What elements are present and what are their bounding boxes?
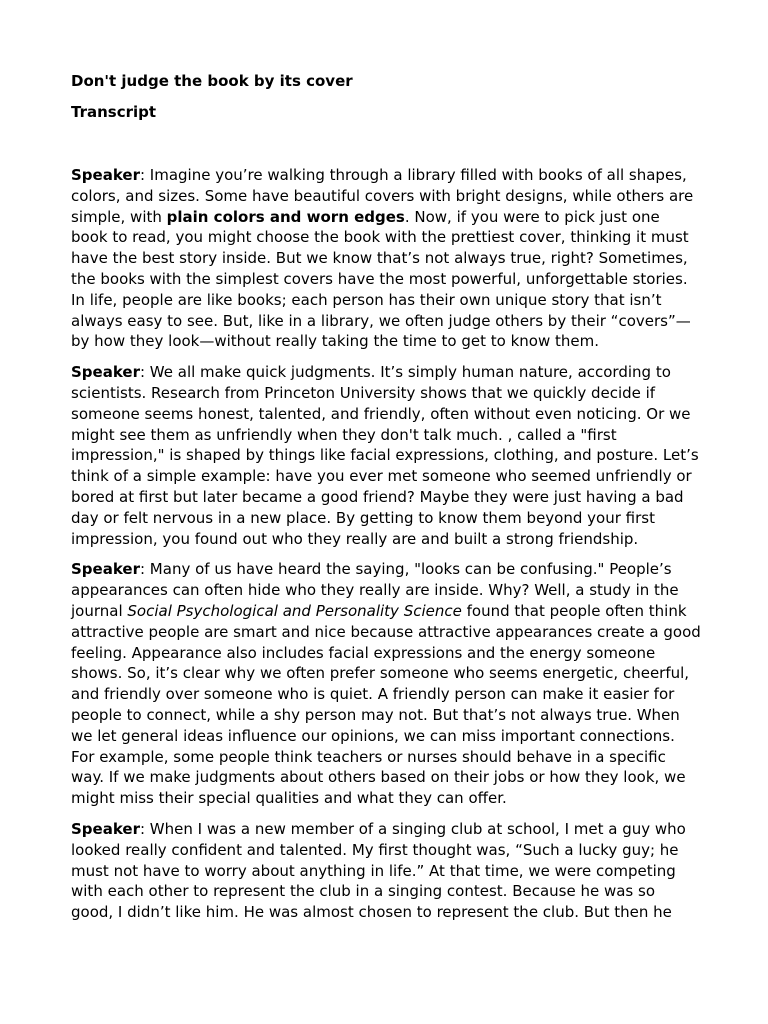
paragraph-text: . Now, if you were to pick just one book to read, you might choose the book with the prettiest cover, thinking it must have the best story inside. But we know that’s not always true, right? Sometimes, the books with the simplest covers have the most powerful, unforgettable stories. In life, people are like books; each person has their own unique story that isn’t always easy to see. But, like in a library, we often judge others by their “covers”—by how they look—without really taking the time to get to know them.	[71, 207, 691, 351]
speaker-label: Speaker	[71, 560, 140, 579]
emphasis-bold: plain colors and worn edges	[166, 207, 405, 226]
paragraph-text: : When I was a new member of a singing club at school, I met a guy who looked really confident and talented. My first thought was, “Such a lucky guy; he must not have to worry about anything in life.” At that time, we were competing with each other to represent the club in a singing contest. Because he was so good, I didn’t like him. He was almost chosen to represent the club. But then he	[71, 819, 686, 922]
transcript-paragraph-4	[71, 819, 701, 923]
paragraph-text: : Imagine you’re walking through a library filled with books of all shapes, colors, and sizes. Some have beautiful covers with bright designs, while others are simple, with	[71, 166, 694, 226]
transcript-paragraph-3	[71, 559, 701, 809]
speaker-label: Speaker	[71, 819, 140, 838]
document-title: Don't judge the book by its cover	[71, 72, 353, 90]
journal-title-italic: Social Psychological and Personality Science	[127, 601, 462, 620]
speaker-label: Speaker	[71, 166, 140, 184]
paragraph-text: found that people often think attractive people are smart and nice because attractive appearances create a good feeling. Appearance also includes facial expressions and the energy someone shows. So, it’s clear why we often prefer someone who seems energetic, cheerful, and friendly over someone who is quiet. A friendly person can make it easier for people to connect, while a shy person may not. But that’s not always true. When we let general ideas influence our opinions, we can miss important connections. For example, some people think teachers or nurses should behave in a specific way. If we make judgments about others based on their jobs or how they look, we might miss their special qualities and what they can offer.	[71, 601, 701, 808]
transcript-paragraph-2	[71, 362, 701, 549]
paragraph-text: : Many of us have heard the saying, "looks can be confusing." People’s appearances can often hide who they really are inside. Why? Well, a study in the journal	[71, 560, 679, 620]
document-subtitle: Transcript	[71, 103, 157, 121]
speaker-label: Speaker	[71, 363, 140, 382]
document-page	[71, 72, 701, 933]
paragraph-text: : We all make quick judgments. It’s simply human nature, according to scientists. Research from Princeton University shows that we quickly decide if someone seems honest, talented, and friendly, often without even noticing. Or we might see them as unfriendly when they don't talk much. , called a "first impression," is shaped by things like facial expressions, clothing, and posture. Let’s think of a simple example: have you ever met someone who seemed unfriendly or bored at first but later became a good friend? Maybe they were just having a bad day or felt nervous in a new place. By getting to know them beyond your first impression, you found out who they really are and built a strong friendship.	[71, 363, 699, 548]
transcript-paragraph-1	[71, 165, 701, 352]
